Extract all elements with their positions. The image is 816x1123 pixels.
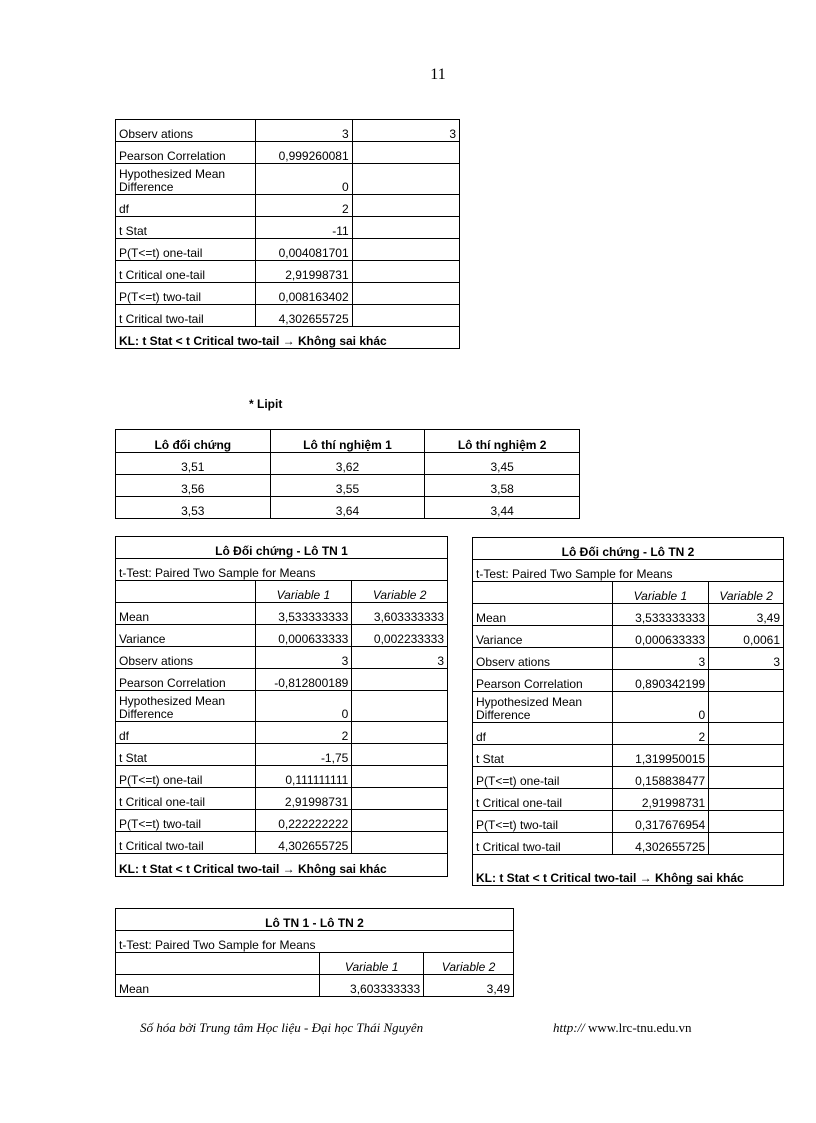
value-1: 0,000633333 — [612, 626, 709, 648]
subtitle-row — [116, 559, 448, 581]
row-label: Variance — [116, 625, 256, 647]
cell: 3,58 — [425, 475, 580, 497]
row-label: Hypothesized Mean Difference — [116, 164, 256, 195]
table-subtitle: t-Test: Paired Two Sample for Means — [116, 931, 514, 953]
row-label: Variance — [473, 626, 613, 648]
title-row — [116, 909, 514, 931]
value-1: 0,158838477 — [612, 767, 709, 789]
cell: 3,51 — [116, 453, 271, 475]
footer-url-prefix: http:// — [553, 1020, 585, 1035]
table-row — [116, 164, 460, 195]
value-2 — [352, 788, 448, 810]
table-subtitle: t-Test: Paired Two Sample for Means — [116, 559, 448, 581]
table-row — [116, 261, 460, 283]
value-2 — [709, 670, 784, 692]
value-2 — [352, 810, 448, 832]
ttest-table-tn1-tn2 — [115, 908, 514, 997]
value-2 — [352, 195, 459, 217]
table-subtitle: t-Test: Paired Two Sample for Means — [473, 560, 784, 582]
value-2 — [709, 745, 784, 767]
row-label: t Critical one-tail — [116, 261, 256, 283]
variable-1-header: Variable 1 — [320, 953, 424, 975]
table-row — [473, 723, 784, 745]
row-label: P(T<=t) two-tail — [116, 283, 256, 305]
ttest-table-dc-tn1 — [115, 536, 448, 877]
row-label: t Critical one-tail — [116, 788, 256, 810]
value-1: 1,319950015 — [612, 745, 709, 767]
value-1: 3 — [255, 120, 352, 142]
conclusion-text: KL: t Stat < t Critical two-tail → Không sai khác — [116, 327, 460, 349]
value-2 — [709, 692, 784, 723]
value-1: -1,75 — [255, 744, 352, 766]
header-thi-nghiem-2: Lô thí nghiệm 2 — [425, 430, 580, 453]
table-row — [116, 669, 448, 691]
ttest-table-dc-tn2 — [472, 537, 784, 886]
table-row — [116, 832, 448, 854]
table-row — [116, 603, 448, 625]
cell: 3,55 — [270, 475, 425, 497]
row-label: Pearson Correlation — [473, 670, 613, 692]
value-1: 0,004081701 — [255, 239, 352, 261]
row-label: P(T<=t) one-tail — [473, 767, 613, 789]
value-2 — [709, 789, 784, 811]
footer-source: Số hóa bởi Trung tâm Học liệu - Đại học Thái Nguyên — [140, 1020, 424, 1035]
table-row — [116, 305, 460, 327]
variable-1-header: Variable 1 — [255, 581, 352, 603]
column-header-row — [116, 953, 514, 975]
value-2 — [352, 832, 448, 854]
row-label: Observ ations — [116, 120, 256, 142]
value-2: 0,002233333 — [352, 625, 448, 647]
page-number: 11 — [430, 66, 446, 83]
value-2 — [352, 283, 459, 305]
table-row — [116, 217, 460, 239]
value-2: 0,0061 — [709, 626, 784, 648]
row-label: df — [473, 723, 613, 745]
row-label: Hypothesized Mean Difference — [116, 691, 256, 722]
conclusion-text: KL: t Stat < t Critical two-tail → Không sai khác — [473, 855, 784, 886]
row-label: t Stat — [116, 217, 256, 239]
table-title: Lô Đối chứng - Lô TN 2 — [473, 538, 784, 560]
value-2: 3 — [709, 648, 784, 670]
value-1: 2,91998731 — [255, 261, 352, 283]
table-row — [116, 453, 580, 475]
value-2: 3,49 — [709, 604, 784, 626]
value-2 — [709, 833, 784, 855]
value-1: 2 — [612, 723, 709, 745]
row-label: t Critical one-tail — [473, 789, 613, 811]
value-1: 3 — [612, 648, 709, 670]
value-1: 2,91998731 — [612, 789, 709, 811]
table-tn2-body — [473, 604, 784, 855]
row-label: Observ ations — [473, 648, 613, 670]
row-label: Pearson Correlation — [116, 669, 256, 691]
table-row — [473, 670, 784, 692]
row-label: P(T<=t) two-tail — [473, 811, 613, 833]
title-row — [473, 538, 784, 560]
value-1: 0 — [255, 691, 352, 722]
value-1: -0,812800189 — [255, 669, 352, 691]
table-row — [473, 692, 784, 723]
value-2: 3 — [352, 120, 459, 142]
cell: 3,64 — [270, 497, 425, 519]
column-header-row — [116, 581, 448, 603]
value-1: 2 — [255, 722, 352, 744]
table-row — [116, 647, 448, 669]
value-2 — [352, 261, 459, 283]
table-row — [473, 833, 784, 855]
value-1: 0 — [255, 164, 352, 195]
row-label: t Critical two-tail — [116, 305, 256, 327]
value-2 — [352, 744, 448, 766]
cell: 3,44 — [425, 497, 580, 519]
value-2 — [709, 767, 784, 789]
row-label: t Stat — [473, 745, 613, 767]
table-title: Lô TN 1 - Lô TN 2 — [116, 909, 514, 931]
value-2 — [709, 723, 784, 745]
table-row — [116, 120, 460, 142]
conclusion-row — [116, 854, 448, 877]
table-title: Lô Đối chứng - Lô TN 1 — [116, 537, 448, 559]
value-1: 3,533333333 — [255, 603, 352, 625]
value-1: 0,317676954 — [612, 811, 709, 833]
value-2 — [352, 164, 459, 195]
table-row — [116, 239, 460, 261]
row-label: P(T<=t) one-tail — [116, 766, 256, 788]
value-1: 0,000633333 — [255, 625, 352, 647]
table-row — [116, 497, 580, 519]
value-1: 2 — [255, 195, 352, 217]
lipit-header-row — [116, 430, 580, 453]
table-row — [116, 142, 460, 164]
value-2 — [352, 691, 448, 722]
value-1: 4,302655725 — [255, 832, 352, 854]
value-2: 3 — [352, 647, 448, 669]
row-label: t Stat — [116, 744, 256, 766]
table-tn1-body — [116, 603, 448, 854]
table-tn1-tn2-body — [116, 975, 514, 997]
value-2 — [352, 239, 459, 261]
blank-header — [116, 581, 256, 603]
table-row — [116, 195, 460, 217]
row-label: Observ ations — [116, 647, 256, 669]
table-row — [473, 626, 784, 648]
blank-header — [473, 582, 613, 604]
value-2 — [352, 722, 448, 744]
table-row — [116, 788, 448, 810]
row-label: P(T<=t) two-tail — [116, 810, 256, 832]
value-2 — [352, 669, 448, 691]
cell: 3,56 — [116, 475, 271, 497]
value-1: 2,91998731 — [255, 788, 352, 810]
subtitle-row — [473, 560, 784, 582]
value-1: 3 — [255, 647, 352, 669]
value-1: 0,890342199 — [612, 670, 709, 692]
header-thi-nghiem-1: Lô thí nghiệm 1 — [270, 430, 425, 453]
row-label: Pearson Correlation — [116, 142, 256, 164]
row-label: t Critical two-tail — [473, 833, 613, 855]
table1-conclusion-row — [116, 327, 460, 349]
table-row — [116, 975, 514, 997]
value-2 — [352, 305, 459, 327]
row-label: df — [116, 195, 256, 217]
footer-url-domain: www.lrc-tnu.edu.vn — [584, 1020, 692, 1035]
value-2: 3,603333333 — [352, 603, 448, 625]
value-1: 0,111111111 — [255, 766, 352, 788]
table-row — [473, 767, 784, 789]
row-label: Mean — [116, 975, 320, 997]
subtitle-row — [116, 931, 514, 953]
table-row — [473, 604, 784, 626]
value-1: 3,533333333 — [612, 604, 709, 626]
table-row — [116, 722, 448, 744]
value-1: -11 — [255, 217, 352, 239]
table-row — [116, 744, 448, 766]
cell: 3,53 — [116, 497, 271, 519]
table-row — [116, 283, 460, 305]
table-row — [473, 648, 784, 670]
table-row — [116, 475, 580, 497]
table1-body — [116, 120, 460, 327]
value-1: 0,222222222 — [255, 810, 352, 832]
header-doi-chung: Lô đối chứng — [116, 430, 271, 453]
table-row — [116, 691, 448, 722]
row-label: Hypothesized Mean Difference — [473, 692, 613, 723]
cell: 3,45 — [425, 453, 580, 475]
value-2 — [352, 217, 459, 239]
table-row — [473, 789, 784, 811]
variable-1-header: Variable 1 — [612, 582, 709, 604]
value-2 — [709, 811, 784, 833]
section-title-lipit: * Lipit — [249, 397, 283, 411]
variable-2-header: Variable 2 — [709, 582, 784, 604]
value-1: 3,603333333 — [320, 975, 424, 997]
variable-2-header: Variable 2 — [352, 581, 448, 603]
row-label: Mean — [473, 604, 613, 626]
conclusion-text: KL: t Stat < t Critical two-tail → Không sai khác — [116, 854, 448, 877]
value-1: 0,999260081 — [255, 142, 352, 164]
value-1: 0 — [612, 692, 709, 723]
table-row — [116, 766, 448, 788]
row-label: P(T<=t) one-tail — [116, 239, 256, 261]
lipit-data-table — [115, 429, 580, 519]
table-row — [116, 810, 448, 832]
table-row — [473, 745, 784, 767]
value-2 — [352, 766, 448, 788]
value-1: 4,302655725 — [612, 833, 709, 855]
variable-2-header: Variable 2 — [424, 953, 514, 975]
column-header-row — [473, 582, 784, 604]
row-label: df — [116, 722, 256, 744]
table-row — [473, 811, 784, 833]
conclusion-row — [473, 855, 784, 886]
ttest-table-continued — [115, 119, 460, 349]
table-row — [116, 625, 448, 647]
footer-url[interactable] — [553, 1020, 692, 1036]
row-label: Mean — [116, 603, 256, 625]
value-1: 0,008163402 — [255, 283, 352, 305]
value-2 — [352, 142, 459, 164]
value-2: 3,49 — [424, 975, 514, 997]
blank-header — [116, 953, 320, 975]
title-row — [116, 537, 448, 559]
row-label: t Critical two-tail — [116, 832, 256, 854]
value-1: 4,302655725 — [255, 305, 352, 327]
cell: 3,62 — [270, 453, 425, 475]
